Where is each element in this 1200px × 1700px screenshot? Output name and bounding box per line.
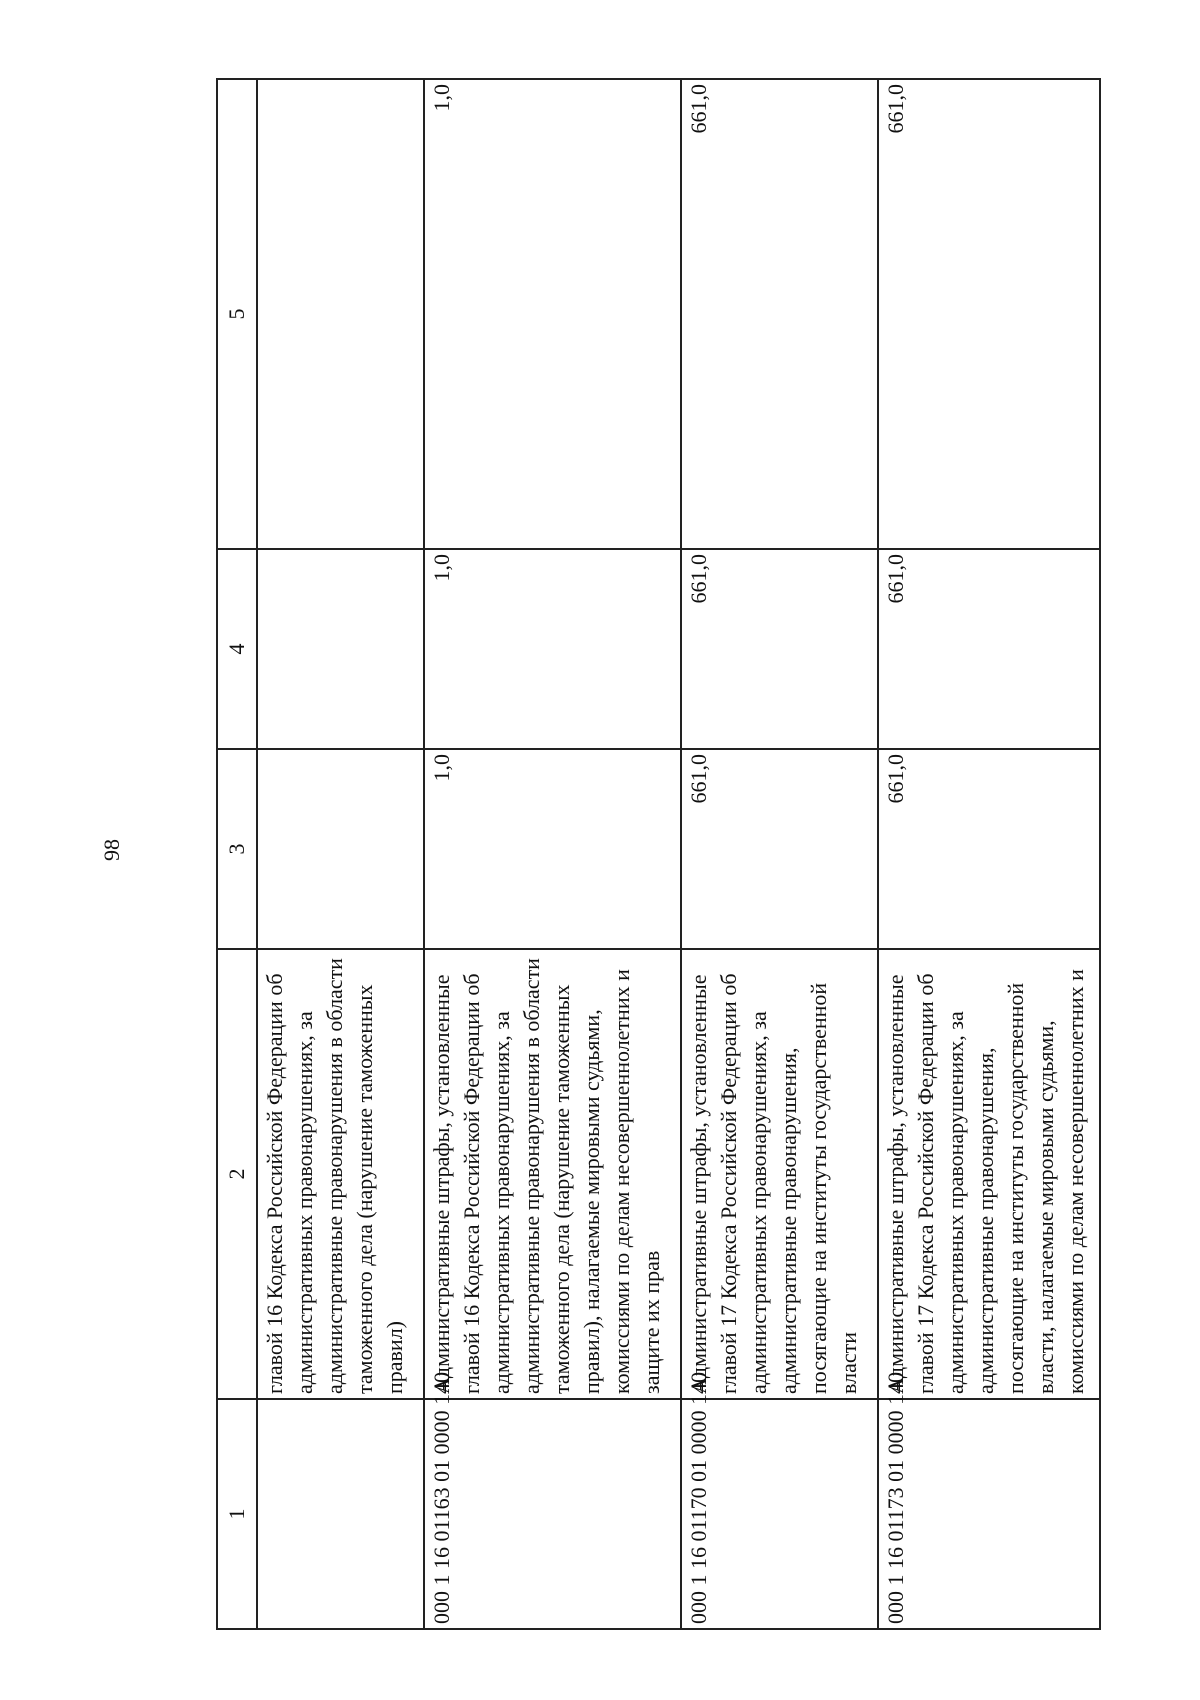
value-col-3-cell: 661,0 [878,749,1100,949]
header-col-3: 3 [217,749,257,949]
value-col-5-cell [257,79,424,549]
table-header-row [217,79,257,1629]
value-col-4-cell: 1,0 [424,549,681,749]
value-col-4-cell: 661,0 [878,549,1100,749]
table-row [424,79,681,1629]
value-col-3-cell: 1,0 [424,749,681,949]
header-col-2: 2 [217,949,257,1399]
table-row [878,79,1100,1629]
value-col-3-cell: 661,0 [681,749,878,949]
header-col-5: 5 [217,79,257,549]
table-row [257,79,424,1629]
value-col-4-cell: 661,0 [681,549,878,749]
header-col-4: 4 [217,549,257,749]
budget-revenue-table [216,78,1101,1630]
revenue-code-cell [257,1399,424,1629]
value-col-5-cell: 661,0 [681,79,878,549]
value-col-5-cell: 1,0 [424,79,681,549]
revenue-description-cell: главой 16 Кодекса Российской Федерации об административных правонарушениях, за административные правонарушения в области таможенного дела (нарушение таможенных правил) [257,949,424,1399]
budget-table-container [216,80,1101,1630]
revenue-code-cell: 000 1 16 01173 01 0000 140 [878,1399,1100,1629]
table-row [681,79,878,1629]
header-col-1: 1 [217,1399,257,1629]
revenue-description-cell: Административные штрафы, установленные главой 17 Кодекса Российской Федерации об административных правонарушениях, за административные правонарушения, посягающие на институты государственной власти [681,949,878,1399]
revenue-description-cell: Административные штрафы, установленные главой 16 Кодекса Российской Федерации об административных правонарушениях, за административные правонарушения в области таможенного дела (нарушение таможенных правил), налагаемые мировыми судьями, комиссиями по делам несовершеннолетних и защите их прав [424,949,681,1399]
revenue-code-cell: 000 1 16 01170 01 0000 140 [681,1399,878,1629]
page-number: 98 [99,839,124,861]
revenue-code-cell: 000 1 16 01163 01 0000 140 [424,1399,681,1629]
revenue-description-cell: Административные штрафы, установленные главой 17 Кодекса Российской Федерации об административных правонарушениях, за административные правонарушения, посягающие на институты государственной власти, налагаемые мировыми судьями, комиссиями по делам несовершеннолетних и [878,949,1100,1399]
value-col-3-cell [257,749,424,949]
value-col-5-cell: 661,0 [878,79,1100,549]
value-col-4-cell [257,549,424,749]
